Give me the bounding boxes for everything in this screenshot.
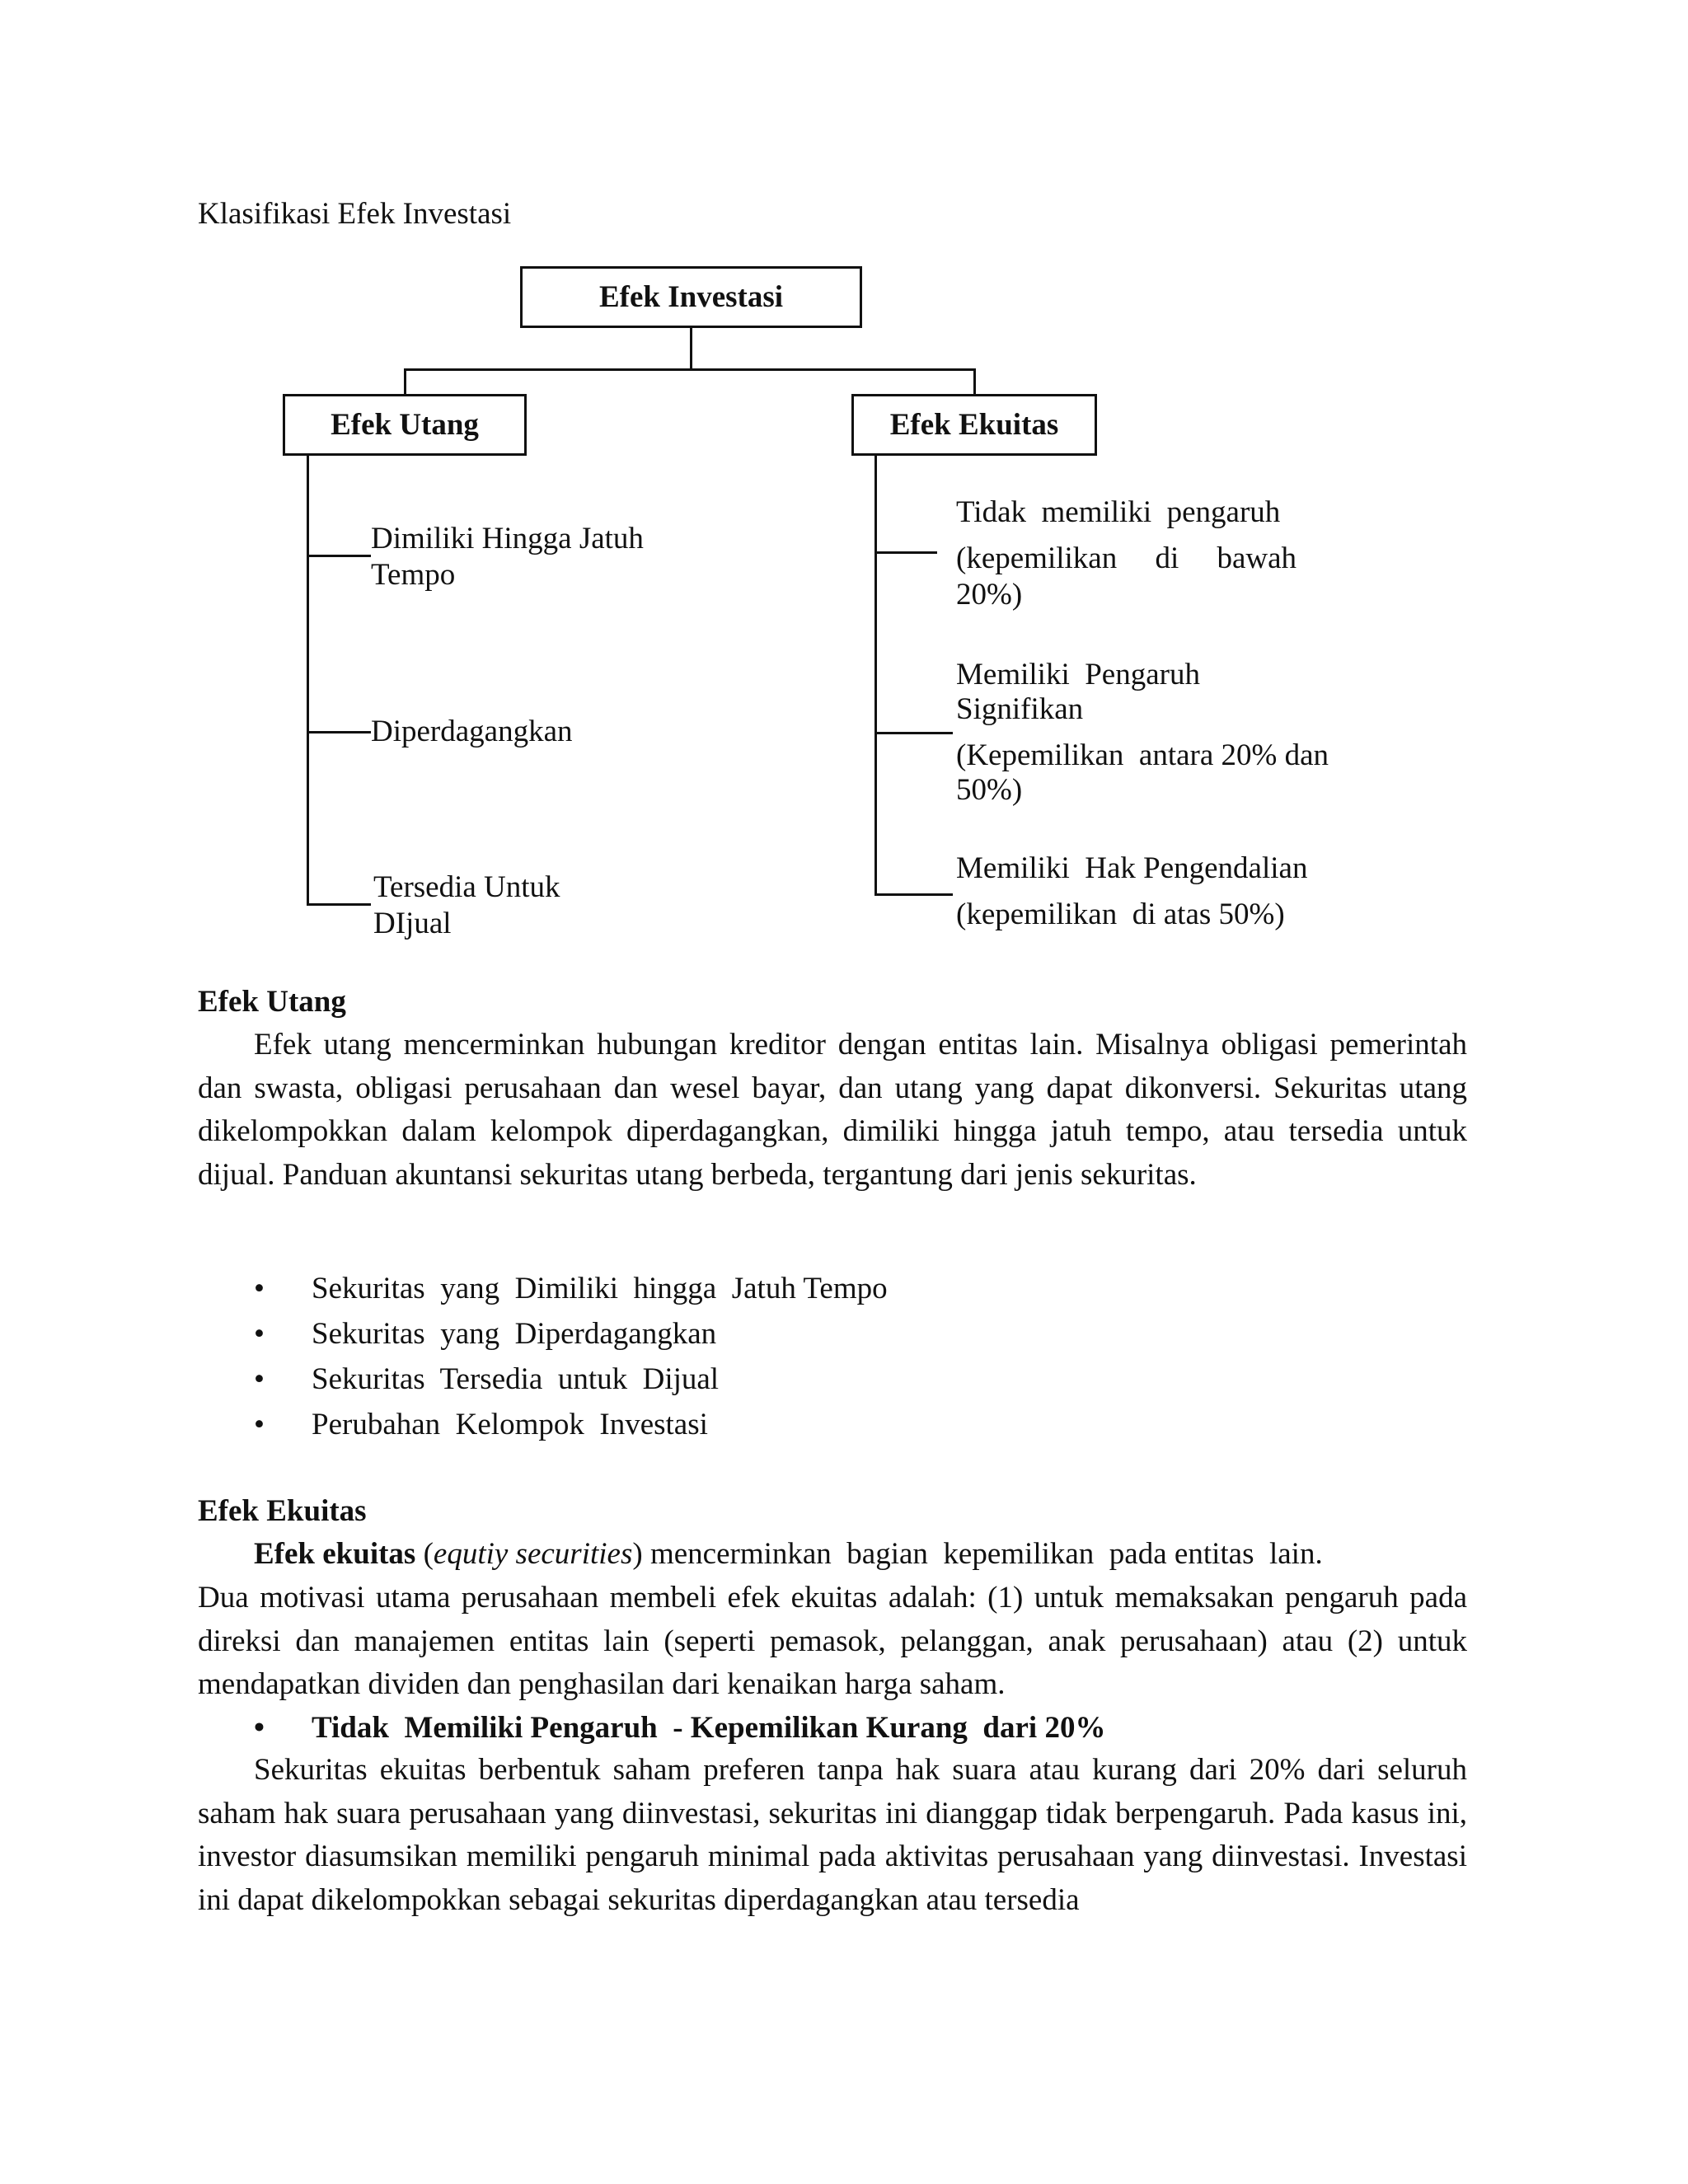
branch-line — [874, 551, 937, 554]
section-heading: Efek Utang — [198, 985, 346, 1019]
right-item: Memiliki Hak Pengendalian (kepemilikan di atas 50%) — [956, 851, 1308, 931]
connector-line — [973, 368, 976, 395]
left-node: Efek Utang — [283, 394, 527, 456]
branch-line — [307, 731, 371, 733]
connector-line — [690, 328, 692, 369]
left-item: Diperdagangkan — [371, 715, 573, 748]
paragraph: Efek utang mencerminkan hubungan kreditor dengan entitas lain. Misalnya obligasi pemerintah dan swasta, obligasi perusahaan dan wesel bayar, dan utang yang dapat dikonversi. Sekuritas utang dikelompokkan dalam kelompok diperdagangkan, dimiliki hingga jatuh tempo, atau tersedia untuk dijual. Panduan akuntansi sekuritas utang berbeda, tergantung dari jenis sekuritas. — [198, 1028, 1467, 1192]
paragraph: Dua motivasi utama perusahaan membeli efek ekuitas adalah: (1) untuk memaksakan pengaruh pada direksi dan manajemen entitas lain (seperti pemasok, pelanggan, anak perusahaan) atau (2) untuk mendapatkan dividen dan penghasilan dari kenaikan harga saham. — [198, 1581, 1467, 1701]
right-node: Efek Ekuitas — [851, 394, 1097, 456]
branch-line — [307, 903, 371, 906]
connector-line — [404, 368, 975, 371]
branch-line — [307, 456, 309, 905]
branch-line — [307, 555, 371, 557]
paragraph: Sekuritas ekuitas berbentuk saham preferen tanpa hak suara atau kurang dari 20% dari seluruh saham hak suara perusahaan yang diinvestasi, sekuritas ini dianggap tidak berpengaruh. Pada kasus ini, investor diasumsikan memiliki pengaruh minimal pada aktivitas perusahaan yang diinvestasi. Investasi ini dapat dikelompokkan sebagai sekuritas diperdagangkan atau tersedia — [198, 1753, 1467, 1917]
diagram-caption: Klasifikasi Efek Investasi — [198, 197, 512, 231]
connector-line — [404, 368, 406, 395]
section-heading: Efek Ekuitas — [198, 1494, 367, 1528]
branch-line — [874, 893, 953, 896]
branch-line — [874, 456, 877, 895]
root-node: Efek Investasi — [520, 266, 862, 328]
intro-line: Efek ekuitas (equtiy securities) mencerminkan bagian kepemilikan pada entitas lain. — [254, 1537, 1323, 1571]
left-item: Dimiliki Hingga Jatuh Tempo — [371, 522, 644, 592]
branch-line — [874, 732, 953, 734]
right-item: Tidak memiliki pengaruh (kepemilikan di bawah 20%) — [956, 495, 1297, 612]
left-item: Tersedia Untuk DIjual — [373, 870, 560, 940]
right-item: Memiliki Pengaruh Signifikan (Kepemilikan antara 20% dan 50%) — [956, 658, 1329, 807]
